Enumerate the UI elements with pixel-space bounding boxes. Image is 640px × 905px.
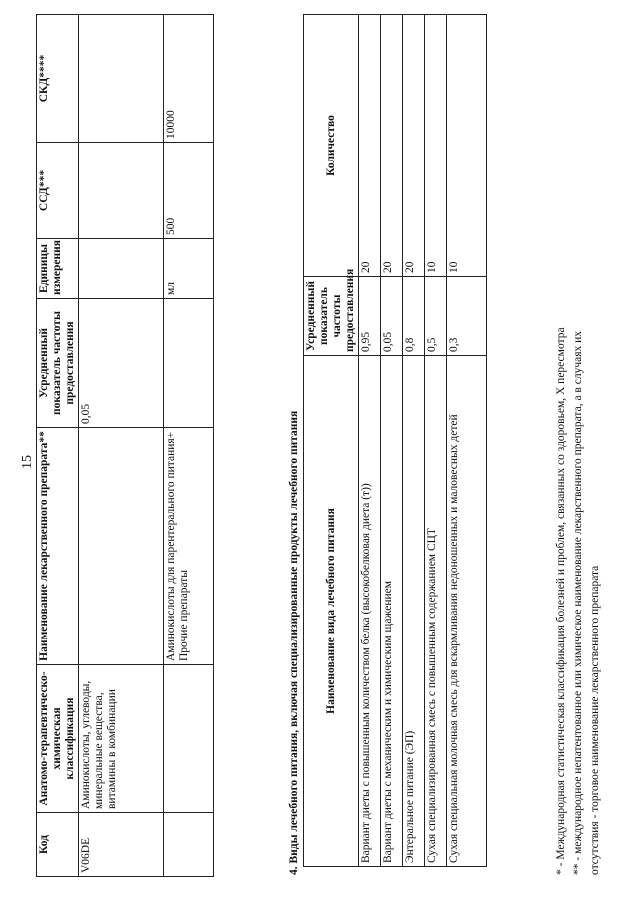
- page-number: 15: [20, 455, 35, 469]
- drug-table-header: [37, 15, 79, 877]
- header-unit: Единицы измерения: [37, 239, 79, 299]
- footnote: ** - международное непатентованное или химическое наименование лекарственного препарата, а в случаях их: [572, 330, 584, 875]
- cell-quantity: 10: [425, 15, 447, 277]
- header-quantity: Количество: [304, 15, 359, 277]
- table-row: [79, 15, 164, 877]
- header-code: Код: [37, 813, 79, 877]
- cell-quantity: 20: [359, 15, 381, 277]
- header-frequency: Усредненный показатель частоты предоставления: [37, 299, 79, 428]
- cell-unit: [79, 239, 164, 299]
- cell-frequency: 0,8: [403, 277, 425, 356]
- cell-nutrition-name: Вариант диеты с повышенным количеством белка (высокобелковая диета (т)): [359, 356, 381, 867]
- cell-unit: мл: [164, 239, 214, 299]
- footnote: отсутствия - торговое наименование лекарственного препарата: [589, 565, 601, 875]
- header-ssd: ССД***: [37, 143, 79, 239]
- cell-drug: [79, 428, 164, 665]
- section-4-title: 4. Виды лечебного питания, включая специализированные продукты лечебного питания: [288, 410, 300, 875]
- header-nutrition-name: Наименование вида лечебного питания: [304, 356, 359, 867]
- cell-skd: 10000: [164, 15, 214, 143]
- cell-quantity: 10: [447, 15, 487, 277]
- table-row: [447, 15, 487, 867]
- cell-code: [164, 813, 214, 877]
- header-atc: Анатомо-терапевтическо-химическая классификация: [37, 665, 79, 813]
- nutrition-table-header: [304, 15, 359, 867]
- footnote: * - Международная статистическая классификация болезней и проблем, связанных со здоровьем, X пересмотра: [555, 327, 567, 875]
- nutrition-table: [303, 14, 487, 867]
- cell-ssd: 500: [164, 143, 214, 239]
- cell-atc: Аминокислоты, углеводы, минеральные вещества, витамины в комбинации: [79, 665, 164, 813]
- cell-atc: [164, 665, 214, 813]
- header-skd: СКД****: [37, 15, 79, 143]
- table-row: [164, 15, 214, 877]
- table-row: [381, 15, 403, 867]
- header-drug-name: Наименование лекарственного препарата**: [37, 428, 79, 665]
- drug-table: [36, 14, 214, 877]
- cell-quantity: 20: [403, 15, 425, 277]
- table-row: [425, 15, 447, 867]
- cell-code: V06DE: [79, 813, 164, 877]
- cell-frequency: 0,5: [425, 277, 447, 356]
- cell-ssd: [79, 143, 164, 239]
- cell-frequency: 0,05: [79, 299, 164, 428]
- cell-frequency: 0,05: [381, 277, 403, 356]
- cell-drug: Аминокислоты для парентерального питания+ Прочие препараты: [164, 428, 214, 665]
- cell-nutrition-name: Вариант диеты с механическим и химическим щажением: [381, 356, 403, 867]
- rotated-page: [20, 17, 620, 887]
- header-frequency: Усредненный показатель частоты предоставления: [304, 277, 359, 356]
- cell-frequency: [164, 299, 214, 428]
- cell-frequency: 0,3: [447, 277, 487, 356]
- cell-nutrition-name: Сухая специальная молочная смесь для вскармливания недоношенных и маловесных детей: [447, 356, 487, 867]
- cell-quantity: 20: [381, 15, 403, 277]
- cell-frequency: 0,95: [359, 277, 381, 356]
- table-row: [359, 15, 381, 867]
- table-row: [403, 15, 425, 867]
- cell-nutrition-name: Сухая специализированная смесь с повышенным содержанием СЦТ: [425, 356, 447, 867]
- cell-skd: [79, 15, 164, 143]
- cell-nutrition-name: Энтеральное питание (ЭП): [403, 356, 425, 867]
